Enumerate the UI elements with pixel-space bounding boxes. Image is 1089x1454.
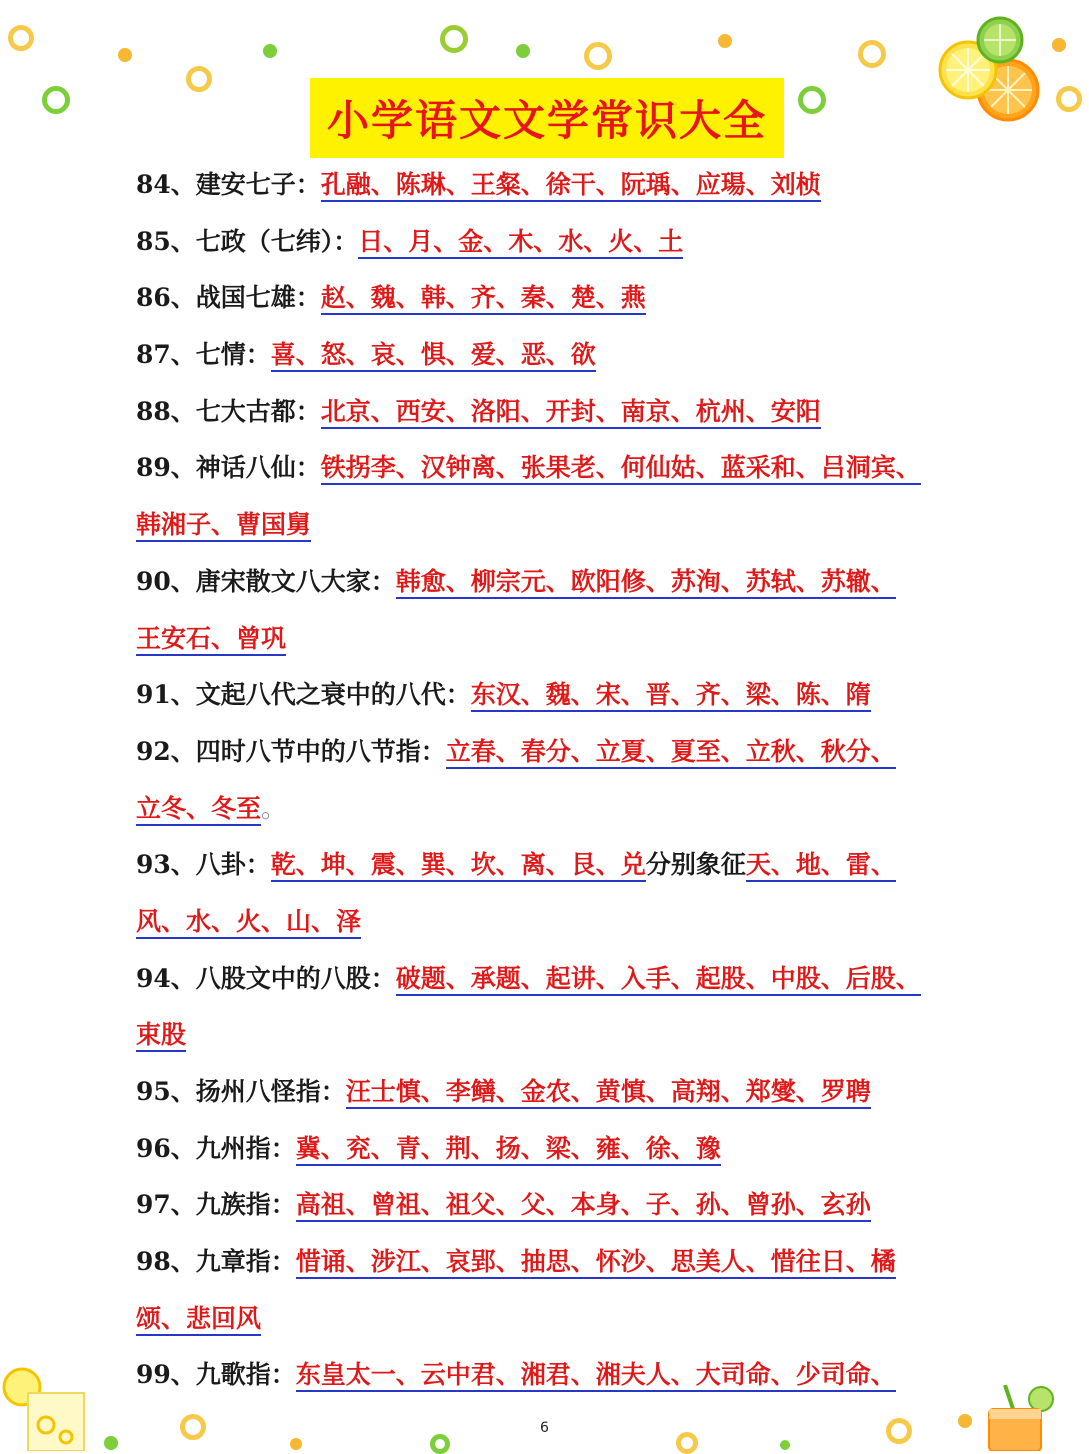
list-item: [136, 330, 966, 387]
item-answer: 铁拐李、汉钟离、张果老、何仙姑、蓝采和、吕洞宾、: [321, 453, 921, 485]
list-item: [136, 1237, 966, 1294]
list-item: [136, 160, 966, 217]
list-item: [136, 784, 966, 841]
decor-dot: [118, 48, 132, 62]
item-connector: 分别象征: [645, 850, 746, 880]
list-item: [136, 614, 966, 671]
item-question: 95、扬州八怪指：: [136, 1077, 346, 1106]
content-list: [136, 160, 966, 1407]
decor-dot: [958, 1414, 972, 1428]
decor-dot: [718, 34, 732, 48]
title-banner: [310, 78, 784, 158]
item-answer: 颂、悲回风: [136, 1304, 261, 1336]
lemon-slices-icon: [930, 12, 1070, 122]
list-item: [136, 217, 966, 274]
decor-dot: [290, 1438, 302, 1450]
item-question: 94、八股文中的八股：: [136, 963, 396, 993]
item-answer: 东皇太一、云中君、湘君、湘夫人、大司命、少司命、: [296, 1360, 896, 1392]
decor-ring: [430, 1434, 450, 1454]
item-answer: 韩湘子、曹国舅: [136, 510, 311, 542]
decor-ring: [858, 40, 886, 68]
list-item: [136, 557, 966, 614]
list-item: [136, 500, 966, 557]
item-question: 93、八卦：: [136, 850, 271, 880]
list-item: [136, 670, 966, 727]
item-answer: 高祖、曾祖、祖父、父、本身、子、孙、曾孙、玄孙: [296, 1190, 871, 1222]
decor-ring: [180, 1414, 206, 1440]
item-tail: 。: [261, 793, 287, 823]
item-answer: 立春、春分、立夏、夏至、立秋、秋分、: [446, 737, 896, 769]
item-question: 97、九族指：: [136, 1190, 296, 1220]
item-question: 92、四时八节中的八节指：: [136, 736, 446, 766]
lemonade-glass-icon: [0, 1365, 90, 1451]
item-answer: 韩愈、柳宗元、欧阳修、苏洵、苏轼、苏辙、: [396, 567, 896, 599]
item-question: 96、九州指：: [136, 1133, 296, 1163]
item-answer: 立冬、冬至: [136, 794, 261, 826]
list-item: [136, 1294, 966, 1351]
item-answer: 汪士慎、李鳝、金农、黄慎、高翔、郑燮、罗聘: [346, 1077, 871, 1109]
item-question: 86、战国七雄：: [136, 283, 321, 313]
list-item: [136, 840, 966, 897]
item-question: 90、唐宋散文八大家：: [136, 566, 396, 596]
list-item: [136, 1350, 966, 1407]
orange-juice-glass-icon: [975, 1385, 1065, 1451]
item-answer: 东汉、魏、宋、晋、齐、梁、陈、隋: [471, 680, 871, 712]
item-answer: 喜、怒、哀、惧、爱、恶、欲: [271, 340, 596, 372]
item-answer: 北京、西安、洛阳、开封、南京、杭州、安阳: [321, 397, 821, 429]
decor-ring: [8, 25, 34, 51]
list-item: [136, 954, 966, 1011]
list-item: [136, 387, 966, 444]
decor-dot: [104, 1436, 118, 1450]
item-answer: 赵、魏、韩、齐、秦、楚、燕: [321, 283, 646, 315]
item-question: 84、建安七子：: [136, 170, 321, 199]
page-number: 6: [540, 1420, 549, 1436]
item-answer: 乾、坤、震、巽、坎、离、艮、兑: [271, 850, 646, 882]
page-title: 小学语文文学常识大全: [326, 96, 767, 145]
list-item: [136, 727, 966, 784]
list-item: [136, 1067, 966, 1124]
item-answer: 天、地、雷、: [746, 850, 896, 882]
decor-ring: [798, 86, 826, 114]
decor-ring: [42, 86, 70, 114]
decor-dot: [780, 1440, 790, 1450]
item-answer: 破题、承题、起讲、入手、起股、中股、后股、: [396, 964, 921, 996]
list-item: [136, 897, 966, 954]
decor-dot: [516, 44, 530, 58]
list-item: [136, 1180, 966, 1237]
item-answer: 惜诵、涉江、哀郢、抽思、怀沙、思美人、惜往日、橘: [296, 1247, 896, 1279]
item-answer: 束股: [136, 1020, 186, 1052]
item-question: 85、七政（七纬）：: [136, 226, 359, 256]
item-question: 87、七情：: [136, 340, 271, 370]
item-question: 88、七大古都：: [136, 396, 321, 426]
item-answer: 孔融、陈琳、王粲、徐干、阮瑀、应瑒、刘桢: [321, 170, 821, 202]
item-answer: 风、水、火、山、泽: [136, 907, 361, 939]
item-answer: 王安石、曾巩: [136, 624, 286, 656]
item-question: 89、神话八仙：: [136, 453, 321, 483]
decor-ring: [584, 42, 612, 70]
list-item: [136, 1010, 966, 1067]
item-question: 91、文起八代之衰中的八代：: [136, 680, 471, 710]
item-question: 99、九歌指：: [136, 1360, 296, 1390]
item-question: 98、九章指：: [136, 1247, 296, 1277]
list-item: [136, 273, 966, 330]
decor-ring: [440, 25, 468, 53]
item-answer: 冀、兖、青、荆、扬、梁、雍、徐、豫: [296, 1134, 721, 1166]
decor-ring: [186, 66, 212, 92]
item-answer: 日、月、金、木、水、火、土: [358, 227, 683, 259]
list-item: [136, 1124, 966, 1181]
decor-ring: [886, 1418, 912, 1444]
list-item: [136, 443, 966, 500]
decor-dot: [263, 44, 277, 58]
